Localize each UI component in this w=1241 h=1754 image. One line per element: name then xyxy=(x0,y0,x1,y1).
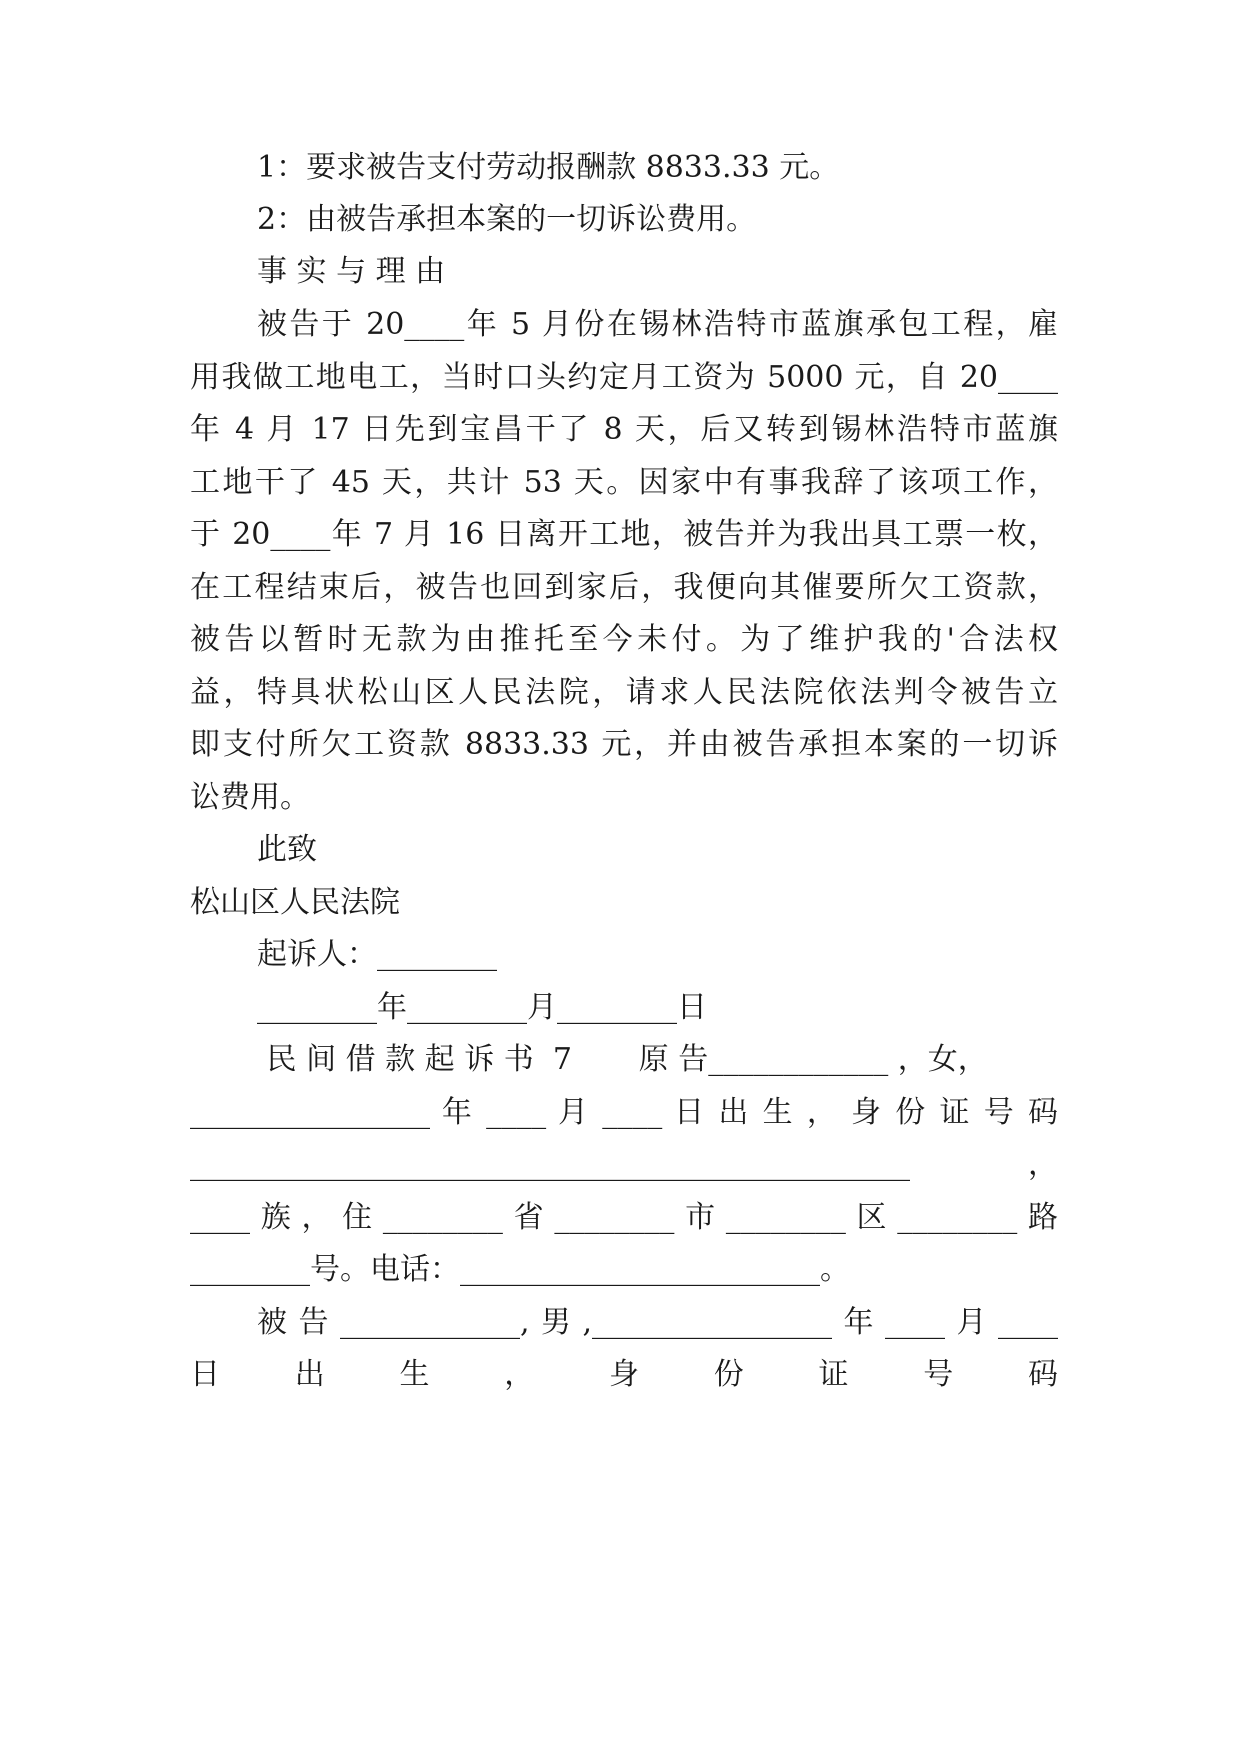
section-heading: 事 实 与 理 由 xyxy=(257,254,446,289)
text-line-5: 用我做工地电工，当时口头约定月工资为 5000 元，自 20____ xyxy=(190,360,1058,395)
text-line-24: 日 出 生 ， 身 份 证 号 码 xyxy=(190,1357,1058,1392)
text-line-19: ________________ 年 ____ 月 ____ 日 出 生 ， 身 份 证 号 码 xyxy=(190,1095,1058,1130)
text-line-4: 被告于 20____年 5 月份在锡林浩特市蓝旗承包工程，雇 xyxy=(257,307,1058,342)
text-line-11: 益，特具状松山区人民法院，请求人民法院依法判令被告立 xyxy=(190,675,1058,710)
text-line-6: 年 4 月 17 日先到宝昌干了 8 天，后又转到锡林浩特市蓝旗 xyxy=(190,412,1058,447)
text-line-12: 即支付所欠工资款 8833.33 元，并由被告承担本案的一切诉 xyxy=(190,727,1058,762)
text-line-21: ____族，住________省________市________区________路 xyxy=(190,1200,1058,1235)
closing-salutation: 此致 xyxy=(257,832,317,867)
text-line-10: 被告以暂时无款为由推托至今未付。为了维护我的'合法权 xyxy=(190,622,1058,657)
plaintiff-signature-line: 起诉人：________ xyxy=(257,937,497,972)
text-line-2: 2：由被告承担本案的一切诉讼费用。 xyxy=(257,202,757,237)
court-name: 松山区人民法院 xyxy=(190,885,400,920)
text-line-18: 民 间 借 款 起 诉 书 7 原 告____________ ，女， xyxy=(257,1042,988,1077)
text-line-20: ________________________________________________ ， xyxy=(190,1147,1058,1182)
text-line-9: 在工程结束后，被告也回到家后，我便向其催要所欠工资款， xyxy=(190,570,1058,605)
text-line-23: 被告____________,男,________________年____月____ xyxy=(257,1305,1058,1340)
text-line-8: 于 20____年 7 月 16 日离开工地，被告并为我出具工票一枚， xyxy=(190,517,1058,552)
text-line-22: ________号。电话：________________________。 xyxy=(190,1252,850,1287)
text-line-1: 1：要求被告支付劳动报酬款 8833.33 元。 xyxy=(257,150,840,185)
text-line-7: 工地干了 45 天，共计 53 天。因家中有事我辞了该项工作， xyxy=(190,465,1058,500)
date-line: ________年________月________日 xyxy=(257,990,707,1025)
text-line-13: 讼费用。 xyxy=(190,780,310,815)
